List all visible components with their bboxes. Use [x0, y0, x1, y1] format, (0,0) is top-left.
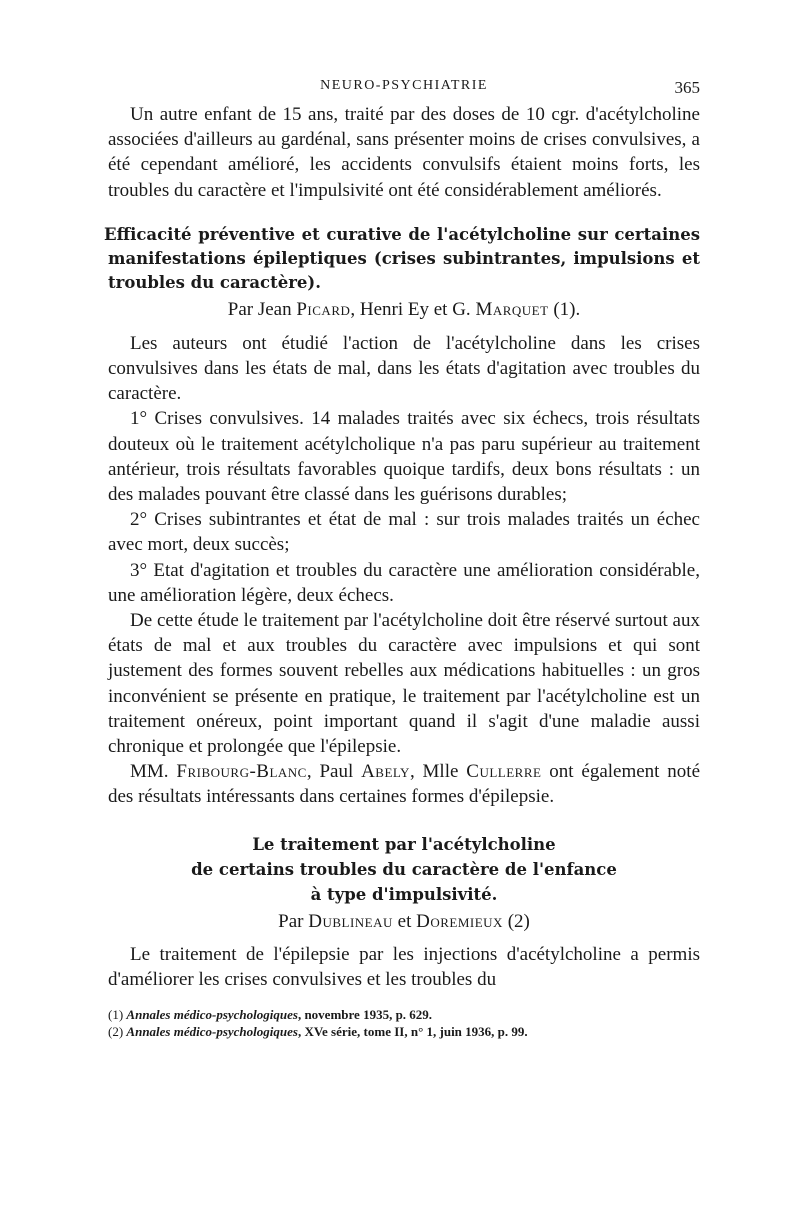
- article-authors-2: Par Dublineau et Doremieux (2): [278, 910, 530, 932]
- footnotes: [108, 1006, 700, 1040]
- intro-paragraph: Un autre enfant de 15 ans, traité par des doses de 10 cgr. d'acétylcholine associées d'ailleurs au gardénal, sans présenter moins de crises convulsives, a été cependant amélioré, les accidents convulsifs étaient moins forts, les troubles du caractère et l'impulsivité ont été considérablement améliorés.: [108, 104, 700, 201]
- author-marquet: Marquet: [475, 298, 549, 320]
- article1-paragraph: 2° Crises subintrantes et état de mal : sur trois malades traités un échec avec mort, deux succès;: [108, 509, 700, 556]
- page-number: 365: [674, 78, 700, 97]
- article1-paragraph: Les auteurs ont étudié l'action de l'acétylcholine dans les crises convulsives dans les états de mal, dans les états d'agitation avec troubles du caractère.: [108, 332, 700, 405]
- footnote-ref-1: (1).: [548, 298, 581, 320]
- article-authors-1: Par Jean Picard, Henri Ey et G. Marquet (1).: [227, 298, 581, 320]
- footnote-ref-2: (2): [502, 910, 530, 932]
- running-head: NEURO-PSYCHIATRIE: [320, 78, 488, 93]
- footnote-2: (2) Annales médico-psychologiques, XVe série, tome II, n° 1, juin 1936, p. 99.: [108, 1024, 528, 1040]
- article1-paragraph: 1° Crises convulsives. 14 malades traités avec six échecs, trois résultats douteux où le traitement acétylcholique n'a pas paru supérieur au traitement antérieur, trois résultats favorables quoique tardifs, deux bons résultats : un des malades pouvant être classé dans les guérisons durables;: [108, 408, 700, 506]
- article1-paragraph: De cette étude le traitement par l'acétylcholine doit être réservé surtout aux états de mal et aux troubles du caractère avec impulsions et qui sont justement des formes souvent rebelles aux médications habituelles : un gros inconvénient se présente en pratique, le traitement par l'acétylcholine est un traitement onéreux, point important quand il s'agit d'une maladie aussi chronique et prolongée que l'épilepsie.: [108, 610, 700, 758]
- page-header: [108, 78, 700, 102]
- book-page: [104, 78, 701, 1040]
- author-picard: Picard: [296, 298, 351, 320]
- article-title-2: Le traitement par l'acétylcholine de certains troubles du caractère de l'enfance à type d'impulsivité.: [191, 834, 617, 904]
- article2-paragraph: Le traitement de l'épilepsie par les injections d'acétylcholine a permis d'améliorer les crises convulsives et les troubles du: [108, 943, 700, 990]
- article1-last-paragraph: MM. Fribourg-Blanc, Paul Abely, Mlle Cullerre ont également noté des résultats intéressants dans certaines formes d'épilepsie.: [108, 761, 701, 808]
- author-doremieux: Doremieux: [416, 910, 503, 932]
- article1-paragraph: 3° Etat d'agitation et troubles du caractère une amélioration considérable, une amélioration légère, deux échecs.: [108, 559, 700, 606]
- author-dublineau: Dublineau: [308, 910, 393, 932]
- article-title-1: Efficacité préventive et curative de l'acétylcholine sur certaines manifestations épileptiques (crises subintrantes, impulsions et troubles du caractère).: [104, 224, 700, 292]
- footnote-1: (1) Annales médico-psychologiques, novembre 1935, p. 629.: [108, 1007, 433, 1023]
